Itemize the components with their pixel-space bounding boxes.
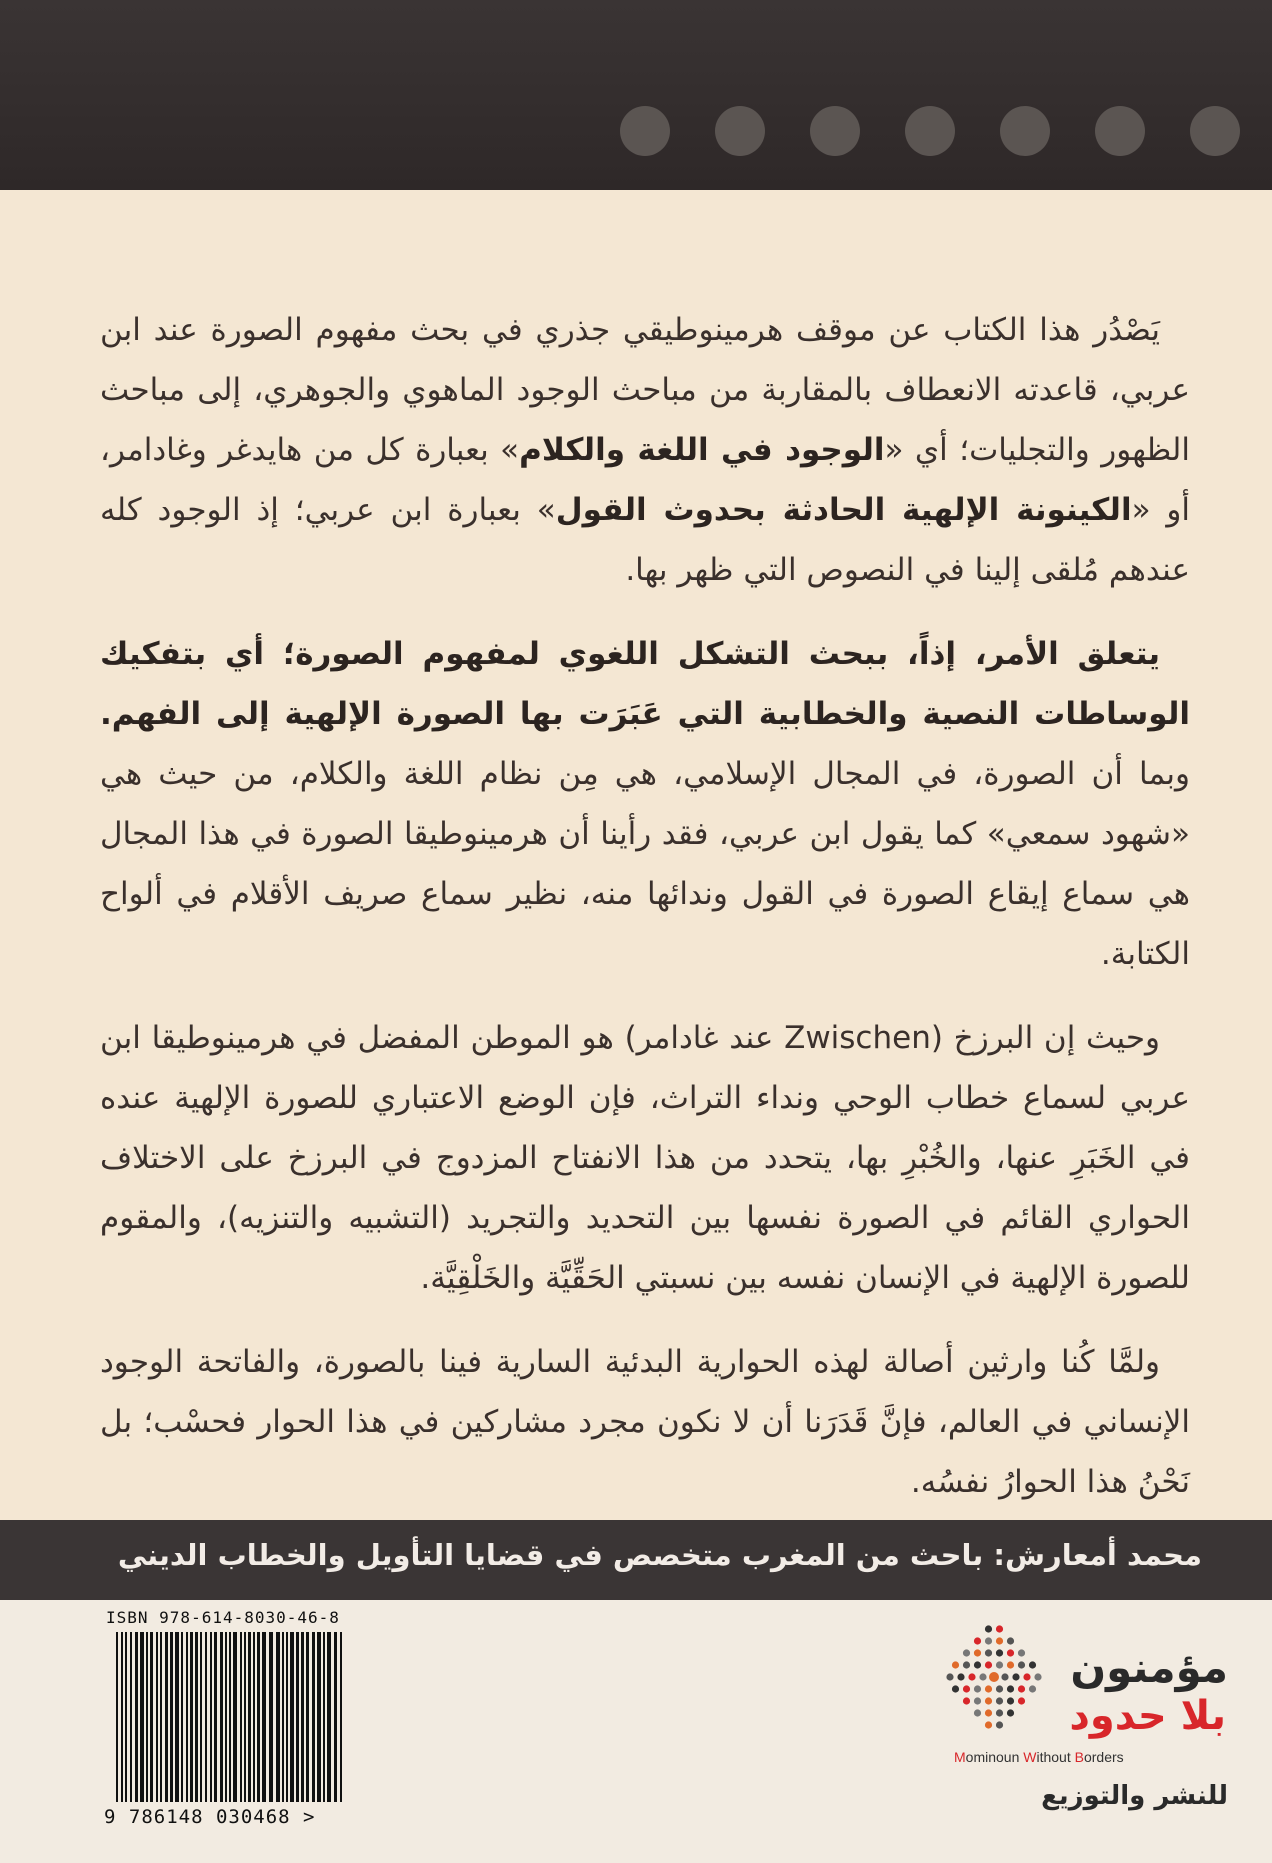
logo-dot xyxy=(979,1673,986,1680)
logo-dot xyxy=(974,1685,981,1692)
barcode-bar xyxy=(296,1632,299,1802)
barcode-bar xyxy=(214,1632,217,1802)
logo-dot xyxy=(952,1661,959,1668)
decorative-dot xyxy=(715,106,765,156)
decorative-dot xyxy=(620,106,670,156)
barcode-bar xyxy=(290,1632,294,1802)
dotted-network-icon xyxy=(938,1615,1048,1745)
barcode-bar xyxy=(170,1632,173,1802)
decorative-dots xyxy=(0,98,1272,158)
body-text: » بعبارة كل من هايدغر وغادامر، أو « xyxy=(100,432,1191,528)
barcode-bar xyxy=(200,1632,202,1802)
logo-dot xyxy=(1018,1685,1025,1692)
logo-dot xyxy=(1018,1697,1025,1704)
logo-dot xyxy=(985,1637,992,1644)
publisher-name-line2: بلا حدود xyxy=(1069,1693,1226,1739)
barcode-bar xyxy=(165,1632,168,1802)
barcode-bar xyxy=(190,1632,193,1802)
logo-dot xyxy=(996,1721,1003,1728)
barcode-bar xyxy=(312,1632,315,1802)
blurb-paragraph xyxy=(100,624,1190,984)
logo-dot xyxy=(1007,1685,1014,1692)
barcode-bar xyxy=(301,1632,304,1802)
logo-dot xyxy=(1023,1673,1030,1680)
emphasis-text: يتعلق الأمر، إذاً، ببحث التشكل اللغوي لمفهوم الصورة؛ أي بتفكيك الوساطات النصية والخطابية التي عَبَرَت بها الصورة الإلهية إلى الفهم. xyxy=(100,636,1190,732)
logo-dot xyxy=(985,1661,992,1668)
barcode-bar xyxy=(233,1632,237,1802)
barcode-bar xyxy=(327,1632,331,1802)
logo-dot xyxy=(996,1649,1003,1656)
logo-dot xyxy=(946,1673,953,1680)
barcode-bar xyxy=(244,1632,246,1802)
decorative-dot xyxy=(1000,106,1050,156)
logo-dot xyxy=(985,1649,992,1656)
body-text: ولمَّا كُنا وارثين أصالة لهذه الحوارية البدئية السارية فينا بالصورة، والفاتحة الوجود الإنساني في العالم، فإنَّ قَدَرَنا أن لا نكون مجرد مشاركين في هذا الحوار فحسْب؛ بل نَحْنُ هذا الحوارُ نفسُه. xyxy=(100,1344,1190,1500)
logo-dot xyxy=(989,1672,999,1682)
logo-dot xyxy=(1007,1637,1014,1644)
publisher-name-en-part: ominoun xyxy=(965,1749,1024,1765)
barcode-bar xyxy=(146,1632,148,1802)
logo-dot xyxy=(985,1721,992,1728)
logo-dot xyxy=(985,1697,992,1704)
logo-dot xyxy=(963,1685,970,1692)
emphasis-text: الكينونة الإلهية الحادثة بحدوث القول xyxy=(555,492,1132,528)
barcode-bar xyxy=(253,1632,255,1802)
body-text: يَصْدُر هذا الكتاب عن موقف هرمينوطيقي جذري في بحث مفهوم الصورة عند ابن عربي، قاعدته الانعطاف بالمقاربة من مباحث الوجود الماهوي والجوهري، إلى مباحث الظهور والتجليات؛ أي « xyxy=(100,312,1190,468)
author-bio: محمد أمعارش: باحث من المغرب متخصص في قضايا التأويل والخطاب الديني xyxy=(117,1538,1202,1572)
publisher-name-en-part: ithout xyxy=(1036,1749,1075,1765)
logo-dot xyxy=(1007,1697,1014,1704)
blurb-text xyxy=(100,300,1190,1536)
logo-dot xyxy=(974,1649,981,1656)
barcode-bar xyxy=(286,1632,288,1802)
decorative-dot xyxy=(905,106,955,156)
logo-dot xyxy=(963,1649,970,1656)
logo-dot xyxy=(1001,1673,1008,1680)
logo-dot xyxy=(1034,1673,1041,1680)
barcode-bar xyxy=(205,1632,207,1802)
publisher-name-en xyxy=(954,1749,1124,1765)
barcode-bar xyxy=(220,1632,223,1802)
barcode-bar xyxy=(317,1632,321,1802)
barcode-bar xyxy=(240,1632,242,1802)
logo-dot xyxy=(974,1697,981,1704)
barcode-bar xyxy=(229,1632,231,1802)
logo-dot xyxy=(985,1625,992,1632)
barcode-bar xyxy=(116,1632,118,1802)
barcode-bar xyxy=(225,1632,227,1802)
author-band xyxy=(0,1520,1272,1600)
blurb-paragraph xyxy=(100,1008,1190,1308)
decorative-dot xyxy=(810,106,860,156)
logo-dot xyxy=(996,1661,1003,1668)
barcode-bar xyxy=(323,1632,325,1802)
decorative-dot xyxy=(1095,106,1145,156)
logo-dot xyxy=(1007,1649,1014,1656)
barcode-bar xyxy=(135,1632,138,1802)
publisher-name-line1: مؤمنون xyxy=(1070,1643,1228,1692)
barcode-bar xyxy=(175,1632,179,1802)
logo-dot xyxy=(996,1709,1003,1716)
logo-dot xyxy=(1029,1661,1036,1668)
logo-dot xyxy=(957,1673,964,1680)
logo-dot xyxy=(996,1697,1003,1704)
barcode-bar xyxy=(269,1632,273,1802)
logo-dot xyxy=(952,1685,959,1692)
logo-dot xyxy=(1007,1661,1014,1668)
logo-dot xyxy=(1012,1673,1019,1680)
logo-dot xyxy=(963,1697,970,1704)
logo-dot xyxy=(996,1625,1003,1632)
publisher-name-en-part: orders xyxy=(1083,1749,1124,1765)
logo-dot xyxy=(974,1661,981,1668)
isbn-barcode xyxy=(104,1608,354,1848)
barcode-bar xyxy=(150,1632,153,1802)
logo-dot xyxy=(1029,1685,1036,1692)
barcode-bar xyxy=(334,1632,337,1802)
barcode-bar xyxy=(282,1632,284,1802)
logo-dot xyxy=(1007,1709,1014,1716)
barcode-bar xyxy=(210,1632,212,1802)
publisher-name-en-part: W xyxy=(1023,1749,1037,1765)
barcode-bar xyxy=(262,1632,266,1802)
body-text: » بعبارة ابن عربي؛ إذ الوجود كله عندهم مُلقى إلينا في النصوص التي ظهر بها. xyxy=(100,492,1190,588)
barcode-bar xyxy=(160,1632,162,1802)
barcode-bar xyxy=(181,1632,183,1802)
publisher-logo xyxy=(940,1615,1240,1845)
barcode-bar xyxy=(121,1632,123,1802)
logo-dot xyxy=(985,1685,992,1692)
decorative-dot xyxy=(1190,106,1240,156)
logo-dot xyxy=(996,1637,1003,1644)
barcode-bar xyxy=(125,1632,127,1802)
emphasis-text: الوجود في اللغة والكلام xyxy=(519,432,885,468)
barcode-bar xyxy=(140,1632,144,1802)
barcode-bar xyxy=(306,1632,309,1802)
blurb-paragraph xyxy=(100,1332,1190,1512)
body-text: وبما أن الصورة، في المجال الإسلامي، هي مِن نظام اللغة والكلام، من حيث هي «شهود سمعي» كما يقول ابن عربي، فقد رأينا أن هرمينوطيقا الصورة في هذا المجال هي سماع إيقاع الصورة في القول وندائها منه، نظير سماع صريف الأقلام في ألواح الكتابة. xyxy=(100,756,1190,972)
barcode-bars-icon xyxy=(116,1632,348,1808)
logo-dot xyxy=(963,1661,970,1668)
barcode-bar xyxy=(276,1632,280,1802)
logo-dot xyxy=(996,1685,1003,1692)
top-band xyxy=(0,0,1272,190)
logo-dot xyxy=(1018,1649,1025,1656)
barcode-bar xyxy=(257,1632,260,1802)
body-text: وحيث إن البرزخ (Zwischen عند غادامر) هو الموطن المفضل في هرمينوطيقا ابن عربي لسماع خطاب الوحي ونداء التراث، فإن الوضع الاعتباري للصورة الإلهية عنده في الخَبَرِ عنها، والخُبْرِ بها، يتحدد من هذا الانفتاح المزدوج في البرزخ على الاختلاف الحواري القائم في الصورة نفسها بين التحديد والتجريد (التشبيه والتنزيه)، والمقوم للصورة الإلهية في الإنسان نفسه بين نسبتي الحَقِّيَّة والخَلْقِيَّة. xyxy=(100,1020,1190,1296)
barcode-bar xyxy=(340,1632,342,1802)
publisher-subtitle: للنشر والتوزيع xyxy=(1041,1781,1228,1811)
logo-dot xyxy=(968,1673,975,1680)
barcode-bar xyxy=(186,1632,188,1802)
logo-dot xyxy=(985,1709,992,1716)
barcode-bar xyxy=(248,1632,251,1802)
logo-dot xyxy=(974,1637,981,1644)
publisher-name-en-part: M xyxy=(954,1749,966,1765)
barcode-bar xyxy=(195,1632,198,1802)
barcode-bar xyxy=(130,1632,132,1802)
barcode-digits: 9 786148 030468 > xyxy=(104,1806,316,1828)
blurb-paragraph xyxy=(100,300,1190,600)
publisher-name-en-part: B xyxy=(1074,1749,1084,1765)
isbn-label: ISBN 978-614-8030-46-8 xyxy=(106,1608,340,1627)
logo-dot xyxy=(974,1709,981,1716)
logo-dot xyxy=(1018,1661,1025,1668)
barcode-bar xyxy=(156,1632,158,1802)
